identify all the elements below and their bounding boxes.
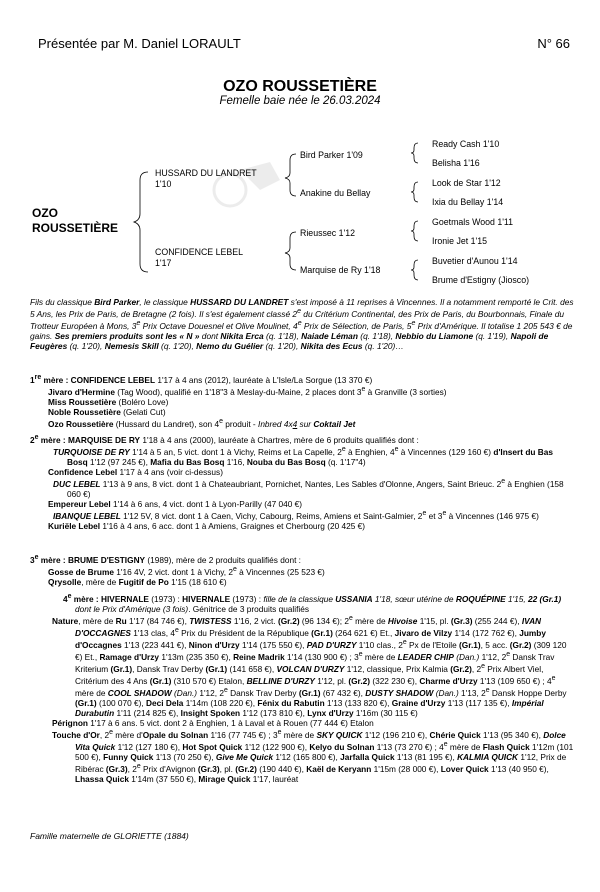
dam-record: 1'17 — [155, 258, 172, 268]
sire-record: 1'10 — [155, 179, 172, 189]
dam-dam-sire: Buvetier d'Aunou 1'14 — [432, 256, 518, 266]
sire-name: HUSSARD DU LANDRET — [155, 168, 257, 178]
dam-sire-sire: Goetmals Wood 1'11 — [432, 217, 514, 227]
horse-name-line1: OZO — [32, 206, 58, 220]
second-dam-section: 2e mère : MARQUISE DE RY 1'18 à 4 ans (2000), lauréate à Chartres, mère de 6 produits qualifiés dont : TURQUOISE DE RY 1'14 à 5 an, 5 vict. dont 1 à Vichy, Reims et La Capelle, 2e à Enghien, 4e à Vincennes (129 160 €) d'Insert du Bas Bosq 1'12 (97 245 €), Mafia du Bas Bosq 1'16, Nouba du Bas Bosq (q. 1'17"4) Confidence Lebel 1'17 à 4 ans (voir ci-dessus) DUC LEBEL 1'13 à 9 ans, 8 vict. dont 1 à Chateaubriant, Pornichet, Nantes, Les Sables d'Olonne, Angers, Saint Brieuc. 2e à Enghien (158 060 €) Empereur Lebel 1'14 à 6 ans, 4 vict. dont 1 à Lyon-Parilly (47 040 €) IBANQUE LEBEL 1'12 5V, 8 vict. dont 1 à Caen, Vichy, Cabourg, Reims, Amiens et Saint-Galmier, 2e et 3e à Vincennes (146 975 €) Kuriële Lebel 1'16 à 4 ans, 6 acc. dont 1 à Amiens, Graignes et Cherbourg (20 425 €) — [30, 434, 564, 532]
sire-sire-dam: Belisha 1'16 — [432, 158, 480, 168]
lot-number: N° 66 — [537, 36, 570, 51]
horse-title: OZO ROUSSETIÈRE — [223, 78, 377, 95]
horse-name-line2: ROUSSETIÈRE — [32, 221, 119, 235]
trotter-watermark — [210, 150, 290, 210]
sire-paragraph: Fils du classique Bird Parker, le classique HUSSARD DU LANDRET s'est imposé à 11 reprises à Vincennes. Il a notamment remporté le Crit. des 5 Ans, les Prix de Paris, de Bretagne (2 fois). Il s'est également classé 2e du Critérium Continental, des Prix de Paris, du Bourbonnais, Finale du Trotteur Européen à Mons, 3e Prix Octave Douesnel et Olive Moulinet, 4e Prix de Sélection, de Paris, 5e Prix d'Amérique. Il totalise 1 205 543 € de gains. Ses premiers produits sont les « N » dont Nikita Erca (q. 1'18), Naiade Léman (q. 1'18), Nebbio du Liamone (q. 1'19), Napoli de Feugères (q. 1'20), Nemesis Skill (q. 1'20), Nemo du Guélier (q. 1'20), Nikita des Ecus (q. 1'20)… — [30, 297, 574, 351]
maternal-family: Famille maternelle de GLORIETTE (1884) — [30, 831, 189, 841]
sire-dam-dam: Ixia du Bellay 1'14 — [432, 197, 504, 207]
dam-dam-dam: Brume d'Estigny (Jiosco) — [432, 275, 530, 285]
presenter-text: Présentée par M. Daniel LORAULT — [38, 36, 241, 51]
sire-sire-sire: Ready Cash 1'10 — [432, 139, 500, 149]
dam-dam: Marquise de Ry 1'18 — [300, 265, 381, 275]
horse-description: Femelle baie née le 26.03.2024 — [219, 95, 381, 107]
third-dam-section: 3e mère : BRUME D'ESTIGNY (1989), mère de 2 produits qualifiés dont : Gosse de Brume 1'16 4V, 2 vict. dont 1 à Vichy, 2e à Vincennes (25 523 €) Qrysolle, mère de Fugitif de Po 1'15 (18 610 €) — [30, 554, 325, 587]
sire-dam-sire: Look de Star 1'12 — [432, 178, 501, 188]
first-dam-section: 1re mère : CONFIDENCE LEBEL 1'17 à 4 ans (2012), lauréate à L'Isle/La Sorgue (13 370 €) Jivaro d'Hermine (Tag Wood), qualifié en 1'18"3 à Meslay-du-Maine, 2 places dont 3e à Granville (3 sorties) Miss Roussetière (Boléro Love) Noble Roussetière (Gelati Cut) Ozo Roussetière (Hussard du Landret), son 4e produit - Inbred 4x4 sur Coktail Jet — [30, 374, 447, 429]
sire-sire: Bird Parker 1'09 — [300, 150, 363, 160]
fourth-dam-section: 4e mère : HIVERNALE (1973) : HIVERNALE (1973) : fille de la classique USSANIA 1'18, sœur utérine de ROQUÉPINE 1'15, 22 (Gr.1) dont le Prix d'Amérique (3 fois). Génitrice de 3 produits qualifiés Nature, mère de Ru 1'17 (84 746 €), TWISTESS 1'16, 2 vict. (Gr.2) (96 134 €); 2e mère de Hivoise 1'15, pl. (Gr.3) (255 244 €), IVAN D'OCCAGNES 1'13 clas, 4e Prix du Président de la République (Gr.1) (264 621 €) Et., Jivaro de Vilzy 1'14 (172 762 €), Jumby d'Occagnes 1'13 (223 441 €), Ninon d'Urzy 1'14 (175 550 €), PAD D'URZY 1'10 clas., 2e Px de l'Etoile (Gr.1), 5 acc. (Gr.2) (309 120 €) Et., Ramage d'Urzy 1'13m (235 350 €), Reine Madrik 1'14 (130 900 €) ; 3e mère de LEADER CHIP (Dan.) 1'12, 2e Dansk Trav Kriterium (Gr.1), Dansk Trav Derby (Gr.1) (141 658 €), VOLCAN D'URZY 1'12, classique, Prix Kalmia (Gr.2), 2e Prix Albert Viel, Critérium des 4 Ans (Gr.1) (310 570 €) Etalon, BELLINE D'URZY 1'12, pl. (Gr.2) (322 230 €), Charme d'Urzy 1'13 (109 650 €) ; 4e mère de COOL SHADOW (Dan.) 1'12, 2e Dansk Trav Derby (Gr.1) (67 432 €), DUSTY SHADOW (Dan.) 1'13, 2e Dansk Hoppe Derby (Gr.1) (100 070 €), Deci Dela 1'14m (108 220 €), Fénix du Rabutin 1'13 (133 820 €), Graine d'Urzy 1'13 (117 135 €), Impérial Durabutin 1'11 (214 825 €), Insight Spoken 1'12 (173 810 €), Lynx d'Urzy 1'16m (30 115 €) Pérignon 1'17 à 6 ans. 5 vict. dont 2 à Enghien, 1 à Laval et à Rouen (77 444 €) Etalon Touche d'Or, 2e mère d'Opale du Solnan 1'16 (77 745 €) ; 3e mère de SKY QUICK 1'12 (196 210 €), Chérie Quick 1'13 (95 340 €), Dolce Vita Quick 1'12 (127 180 €), Hot Spot Quick 1'12 (122 900 €), Kelyo du Solnan 1'13 (73 270 €) ; 4e mère de Flash Quick 1'12m (101 500 €), Funny Quick 1'13 (70 250 €), Give Me Quick 1'12 (165 800 €), Jarfalla Quick 1'13 (81 195 €), KALMIA QUICK 1'12, Prix de Ribérac (Gr.3), 2e Prix d'Avignon (Gr.3), pl. (Gr.2) (190 440 €), Kaël de Keryann 1'15m (28 000 €), Lover Quick 1'13 (40 950 €), Lhassa Quick 1'14m (37 550 €), Mirage Quick 1'17, lauréat — [52, 593, 574, 784]
dam-sire-dam: Ironie Jet 1'15 — [432, 236, 487, 246]
dam-sire: Rieussec 1'12 — [300, 228, 355, 238]
sire-dam: Anakine du Bellay — [300, 188, 371, 198]
dam-name: CONFIDENCE LEBEL — [155, 247, 243, 257]
